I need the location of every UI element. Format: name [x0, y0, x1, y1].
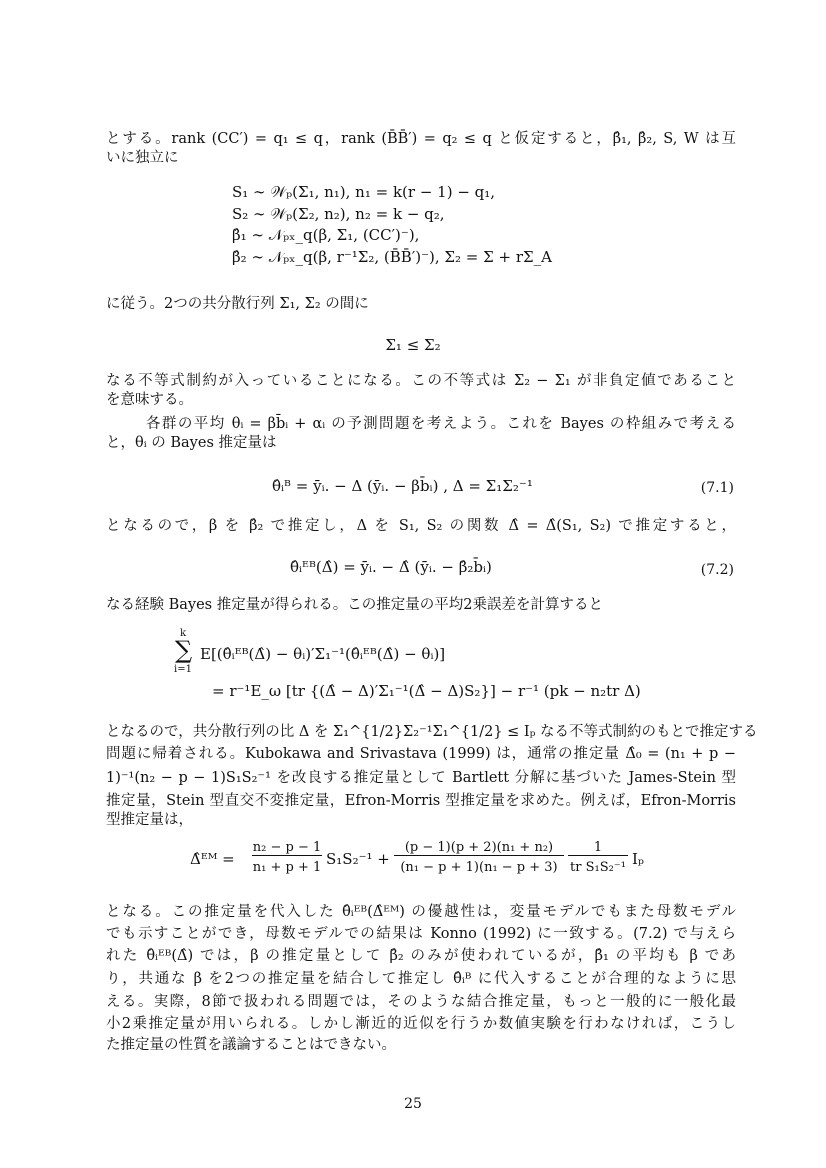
fraction-denominator: (n₁ − p + 1)(n₁ − p + 3)	[400, 860, 558, 875]
text-line: とする。rank (CC′) = q₁ ≤ q，rank (B̄B̄′) = q₂ ≤ q と仮定すると，β̂₁, β̂₂, S, W は互	[106, 131, 736, 147]
text-line: なる不等式制約が入っていることになる。この不等式は Σ₂ − Σ₁ が非負定値であること	[106, 373, 736, 389]
text-line: える。実際，8節で扱われる問題では，そのような結合推定量，もっと一般的に一般化最	[106, 994, 736, 1010]
equation-line: β̂₁ ∼ 𝒩ₚₓ_q(β, Σ₁, (CC′)⁻),	[232, 226, 420, 244]
text-line: となる。この推定量を代入した θ̂ᵢᴱᴮ(Δ̂ᴱᴹ) の優越性は，変量モデルでもまた母数モデル	[106, 904, 736, 920]
text-line: り，共通な β を2つの推定量を結合して推定し θ̂ᵢᴮ に代入することが合理的なように思	[106, 971, 736, 987]
text-line: に従う。2つの共分散行列 Σ₁, Σ₂ の間に	[106, 296, 369, 312]
em-middle: S₁S₂⁻¹ +	[326, 850, 390, 868]
fraction-numerator: (p − 1)(p + 2)(n₁ + n₂)	[394, 840, 564, 856]
text-line: 問題に帰着される。Kubokawa and Srivastava (1999) は，通常の推定量 Δ̂₀ = (n₁ + p −	[106, 746, 736, 762]
em-tail: Iₚ	[632, 850, 644, 868]
text-line: と，θᵢ の Bayes 推定量は	[106, 435, 277, 451]
text-line: となるので，β を β̂₂ で推定し，Δ を S₁, S₂ の関数 Δ̂ = Δ̂(S₁, S₂) で推定すると，	[106, 518, 736, 534]
text-line: を意味する。	[106, 392, 193, 408]
equation-7-1: θ̂ᵢᴮ = ȳᵢ. − Δ (ȳᵢ. − βb̄ᵢ) , Δ = Σ₁Σ₂⁻¹	[272, 477, 533, 495]
text-line: 推定量，Stein 型直交不変推定量，Efron-Morris 型推定量を求めた。例えば，Efron-Morris	[106, 793, 736, 809]
text-line: た推定量の性質を議論することはできない。	[106, 1037, 396, 1053]
distribution-system	[232, 182, 552, 268]
fraction-numerator: n₂ − p − 1	[252, 840, 322, 855]
em-lhs: Δ̂ᴱᴹ =	[190, 850, 235, 868]
text-line: 型推定量は，	[106, 812, 193, 828]
page-number: 25	[404, 1096, 422, 1112]
sum-lower-limit: i=1	[174, 664, 192, 675]
fraction-denominator: tr S₁S₂⁻¹	[570, 860, 626, 875]
mse-line-1: E[(θ̂ᵢᴱᴮ(Δ̂) − θᵢ)′Σ₁⁻¹(θ̂ᵢᴱᴮ(Δ̂) − θᵢ)]	[200, 645, 446, 663]
equation-line: β̂₂ ∼ 𝒩ₚₓ_q(β, r⁻¹Σ₂, (B̄B̄′)⁻), Σ₂ = Σ + rΣ_A	[232, 247, 552, 266]
text-line: いに独立に	[106, 150, 179, 166]
equation-number: (7.1)	[700, 480, 734, 496]
text-line: れた θ̂ᵢᴱᴮ(Δ̂) では，β の推定量として β̂₂ のみが使われているが，β̂₁ の平均も β であ	[106, 948, 736, 964]
inequality-equation: Σ₁ ≤ Σ₂	[385, 336, 441, 354]
equation-line: S₁ ∼ 𝒲ₚ(Σ₁, n₁), n₁ = k(r − 1) − q₁,	[232, 183, 496, 201]
fraction-numerator: 1	[568, 840, 628, 856]
fraction-denominator: n₁ + p + 1	[252, 860, 322, 875]
text-line: 各群の平均 θᵢ = βb̄ᵢ + αᵢ の予測問題を考えよう。これを Bayes の枠組みで考える	[146, 416, 736, 432]
equation-line: S₂ ∼ 𝒲ₚ(Σ₂, n₂), n₂ = k − q₂,	[232, 204, 445, 223]
equation-7-2: θ̂ᵢᴱᴮ(Δ̂) = ȳᵢ. − Δ̂ (ȳᵢ. − β̂₂b̄ᵢ)	[290, 558, 492, 576]
text-line: 1)⁻¹(n₂ − p − 1)S₁S₂⁻¹ を改良する推定量として Bartlett 分解に基づいた James-Stein 型	[106, 770, 736, 786]
sum-symbol: ∑	[175, 636, 193, 664]
text-line: となるので，共分散行列の比 Δ を Σ₁^{1/2}Σ₂⁻¹Σ₁^{1/2} ≤ Iₚ なる不等式制約のもとで推定する	[106, 724, 758, 740]
text-line: なる経験 Bayes 推定量が得られる。この推定量の平均2乗誤差を計算すると	[106, 597, 603, 613]
text-line: 小2乗推定量が用いられる。しかし漸近的近似を行うか数値実験を行わなければ，こうし	[106, 1016, 736, 1032]
text-line: でも示すことができ，母数モデルでの結果は Konno (1992) に一致する。(7.2) で与えら	[106, 926, 736, 942]
sum-upper-limit: k	[180, 628, 187, 639]
mse-line-2: = r⁻¹E_ω [tr {(Δ̂ − Δ)′Σ₁⁻¹(Δ̂ − Δ)S₂}] − r⁻¹ (pk − n₂tr Δ)	[212, 682, 641, 700]
equation-number: (7.2)	[700, 562, 734, 578]
